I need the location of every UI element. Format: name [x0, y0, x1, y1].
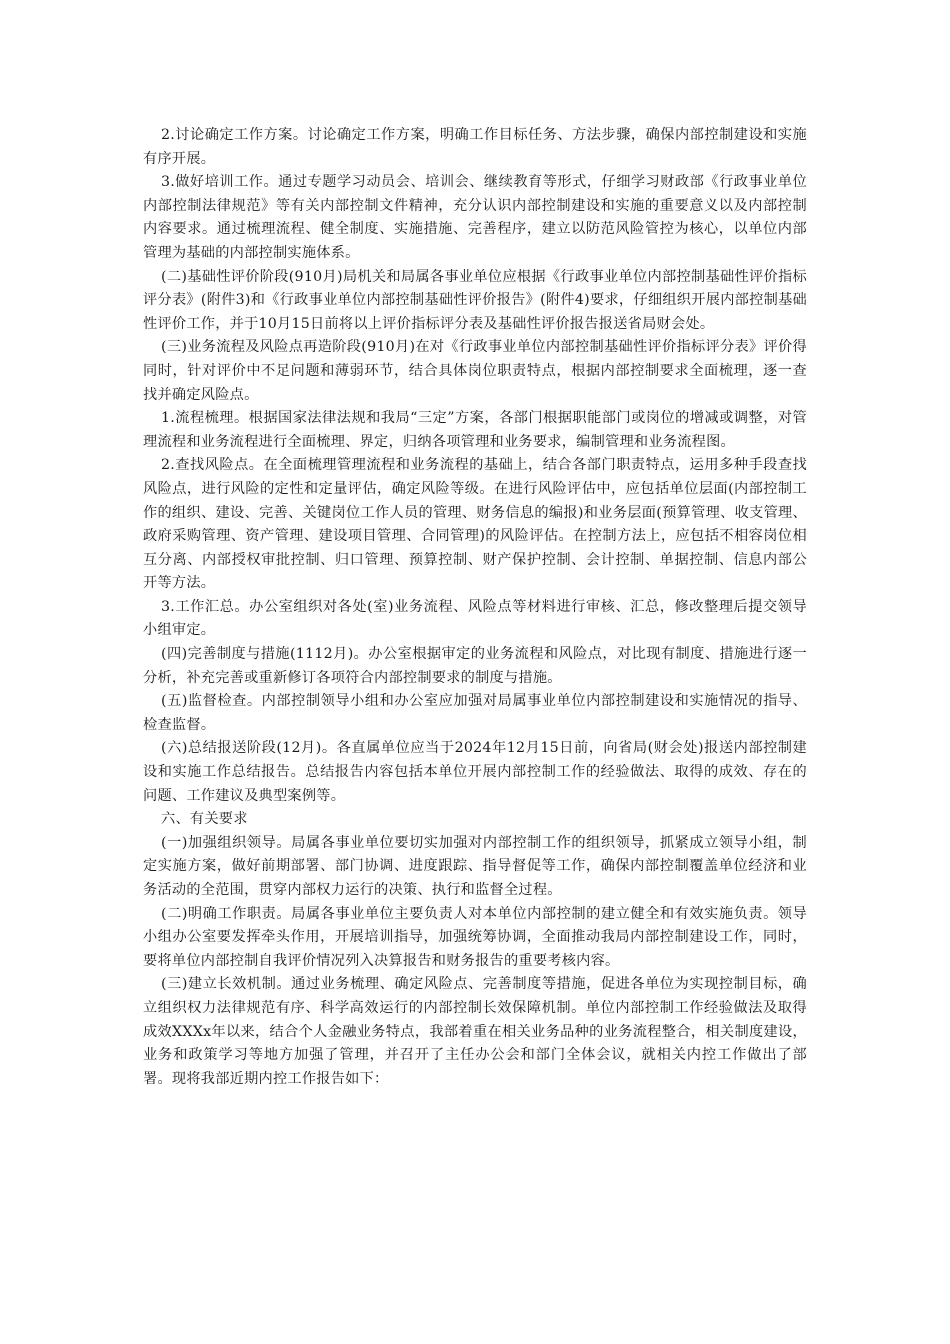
paragraph: 3.工作汇总。办公室组织对各处(室)业务流程、风险点等材料进行审核、汇总，修改整理后提交领导小组审定。 [143, 598, 807, 639]
paragraph: 1.流程梳理。根据国家法律法规和我局“三定”方案，各部门根据职能部门或岗位的增减或调整，对管理流程和业务流程进行全面梳理、界定，归纳各项管理和业务要求，编制管理和业务流程图。 [143, 410, 807, 450]
paragraph: (二)基础性评价阶段(910月)局机关和局属各事业单位应根据《行政事业单位内部控制基础性评价指标评分表》(附件3)和《行政事业单位内部控制基础性评价报告》(附件4)要求，仔细组织开展内部控制基础性评价工作，并于10月15日前将以上评价指标评分表及基础性评价报告报送省局财会处。 [143, 268, 807, 332]
paragraph: (一)加强组织领导。局属各事业单位要切实加强对内部控制工作的组织领导，抓紧成立领导小组，制定实施方案，做好前期部署、部门协调、进度跟踪、指导督促等工作，确保内部控制覆盖单位经济和业务活动的全范围，贯穿内部权力运行的决策、执行和监督全过程。 [143, 834, 807, 898]
document-body [143, 124, 807, 1091]
paragraph: (四)完善制度与措施(1112月)。办公室根据审定的业务流程和风险点，对比现有制度、措施进行逐一分析，补充完善或重新修订各项符合内部控制要求的制度与措施。 [143, 646, 807, 686]
paragraph: (二)明确工作职责。局属各事业单位主要负责人对本单位内部控制的建立健全和有效实施负责。领导小组办公室要发挥牵头作用，开展培训指导，加强统筹协调，全面推动我局内部控制建设工作，同时，要将单位内部控制自我评价情况列入决算报告和财务报告的重要考核内容。 [143, 905, 807, 969]
paragraph: 2.讨论确定工作方案。讨论确定工作方案，明确工作目标任务、方法步骤，确保内部控制建设和实施有序开展。 [143, 127, 807, 167]
paragraph: (五)监督检查。内部控制领导小组和办公室应加强对局属事业单位内部控制建设和实施情况的指导、检查监督。 [143, 693, 807, 733]
paragraph: 3.做好培训工作。通过专题学习动员会、培训会、继续教育等形式，仔细学习财政部《行政事业单位内部控制法律规范》等有关内部控制文件精神，充分认识内部控制建设和实施的重要意义以及内部控制内容要求。通过梳理流程、健全制度、实施措施、完善程序，建立以防范风险管控为核心，以单位内部管理为基础的内部控制实施体系。 [143, 174, 807, 261]
section-heading: 六、有关要求 [161, 811, 248, 828]
paragraph: (三)业务流程及风险点再造阶段(910月)在对《行政事业单位内部控制基础性评价指标评分表》评价得同时，针对评价中不足问题和薄弱环节，结合具体岗位职责特点，根据内部控制要求全面梳理，逐一查找并确定风险点。 [143, 339, 807, 403]
paragraph: 2.查找风险点。在全面梳理管理流程和业务流程的基础上，结合各部门职责特点，运用多种手段查找风险点，进行风险的定性和定量评估，确定风险等级。在进行风险评估中，应包括单位层面(内部控制工作的组织、建设、完善、关键岗位工作人员的管理、财务信息的编报)和业务层面(预算管理、收支管理、政府采购管理、资产管理、建设项目管理、合同管理)的风险评估。在控制方法上，应包括不相容岗位相互分离、内部授权审批控制、归口管理、预算控制、财产保护控制、会计控制、单据控制、信息内部公开等方法。 [143, 457, 807, 592]
paragraph: (六)总结报送阶段(12月)。各直属单位应当于2024年12月15日前，向省局(财会处)报送内部控制建设和实施工作总结报告。总结报告内容包括本单位开展内部控制工作的经验做法、取得的成效、存在的问题、工作建议及典型案例等。 [143, 740, 807, 804]
paragraph: (三)建立长效机制。通过业务梳理、确定风险点、完善制度等措施，促进各单位为实现控制目标，确立组织权力法律规范有序、科学高效运行的内部控制长效保障机制。单位内部控制工作经验做法及取得成效XXXx年以来，结合个人金融业务特点，我部着重在相关业务品种的业务流程整合，相关制度建设，业务和政策学习等地方加强了管理，并召开了主任办公会和部门全体会议，就相关内控工作做出了部署。现将我部近期内控工作报告如下： [143, 976, 807, 1087]
